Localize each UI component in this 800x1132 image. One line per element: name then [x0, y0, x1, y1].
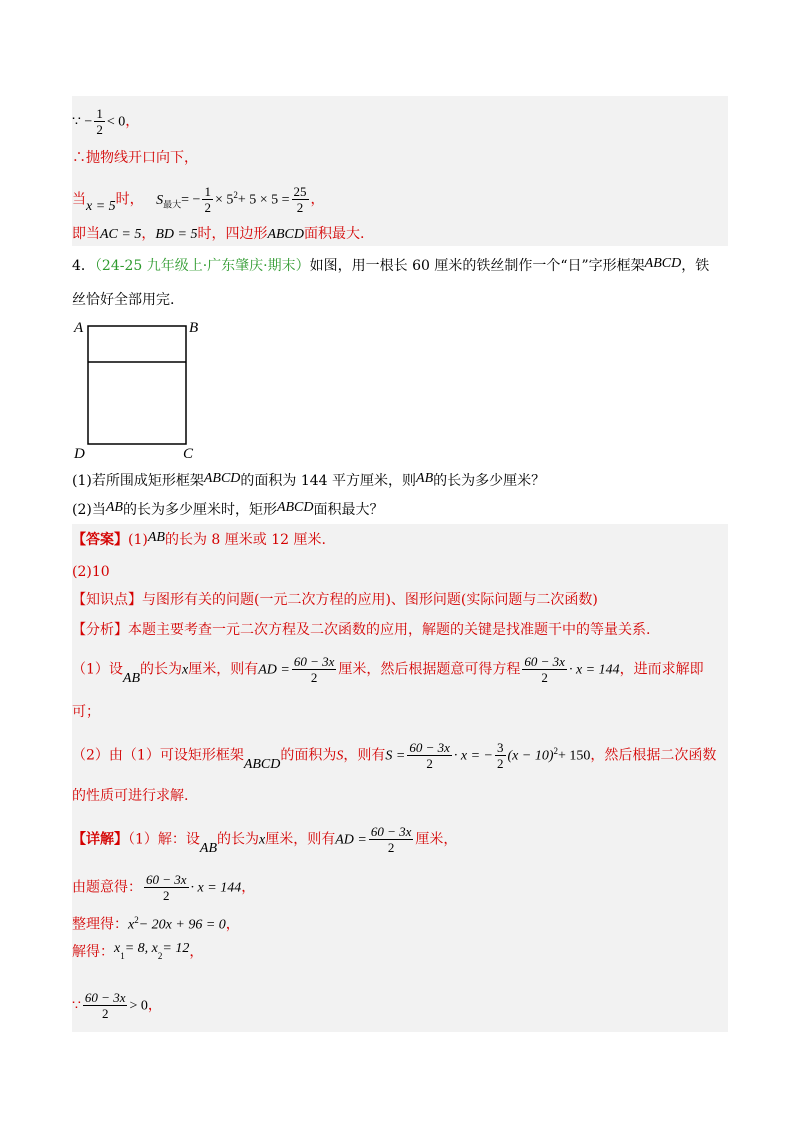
text: 整理得：: [72, 916, 128, 933]
math-S: S: [156, 192, 164, 208]
question-2: [72, 500, 384, 521]
problem-source: （24-25 九年级上·广东肇庆·期末）: [94, 258, 310, 274]
frac-den: 2: [96, 122, 103, 137]
detail-equation: [72, 872, 255, 903]
because-symbol: ∵: [72, 997, 81, 1014]
label-B: B: [189, 320, 199, 336]
label-A: A: [74, 320, 84, 336]
math-abcd: ABCD: [644, 256, 682, 271]
frac-den: 2: [387, 840, 395, 855]
text: (1): [128, 532, 148, 548]
text: ，: [225, 916, 240, 933]
math-eq: · x = 144: [568, 662, 620, 678]
frac-den: 2: [204, 200, 211, 215]
math-x: x: [259, 832, 266, 848]
math-S-eq: S =: [385, 748, 406, 764]
fraction-60-3x: [522, 654, 567, 685]
math-eq: · x = −: [453, 748, 493, 764]
frac-num: 60 − 3x: [293, 654, 335, 669]
sub-2: 2: [157, 950, 163, 961]
math-ad: AD =: [335, 832, 367, 848]
text: 面积最大.: [304, 226, 365, 242]
answer-2: (2)10: [72, 564, 110, 580]
sup-2: 2: [134, 915, 139, 925]
math-eq: > 0: [129, 998, 148, 1014]
problem-number: 4．: [72, 258, 95, 274]
math-x1: x: [114, 941, 121, 956]
sup-2: 2: [233, 189, 238, 200]
fraction-60-3x: [292, 654, 337, 685]
problem-line-1: [72, 256, 709, 277]
text: ，进而求解即: [619, 661, 704, 678]
problem-text: ，铁: [681, 258, 710, 274]
frac-den: 2: [497, 756, 504, 771]
frac-num: 60 − 3x: [370, 824, 412, 839]
fraction-60-3x: [144, 872, 189, 903]
because-symbol: ∵: [72, 113, 81, 130]
text: （1）解：设: [128, 831, 200, 848]
problem-text: 如图，用一根长 60 厘米的铁丝制作一个“日”字形框架: [309, 258, 645, 274]
math-eq: + 150: [558, 748, 591, 764]
text: 即当: [72, 226, 100, 242]
outer-rectangle: [88, 326, 186, 444]
math-x5: x = 5: [86, 198, 116, 214]
detail-label: 【详解】: [72, 831, 128, 848]
detail-solve: [72, 942, 203, 967]
fraction-3-2: [495, 740, 506, 771]
frac-den: 2: [541, 670, 548, 685]
text: 的长为 8 厘米或 12 厘米.: [164, 532, 326, 548]
text: 厘米，则有: [265, 831, 336, 848]
math-eq: (x − 10): [507, 748, 554, 764]
frac-den: 2: [426, 756, 433, 771]
inequality-rest: < 0: [106, 114, 126, 130]
frac-num: 1: [96, 106, 103, 121]
frac-den: 2: [296, 200, 304, 215]
frac-den: 2: [101, 1006, 109, 1021]
answer-label: 【答案】: [72, 532, 128, 548]
sub-1: 1: [120, 950, 125, 961]
text: (1)若所围成矩形框架: [72, 473, 204, 489]
math-abcd: ABCD: [243, 756, 281, 772]
text: ，然后根据二次函数: [590, 747, 717, 764]
fraction-60-3x: [83, 990, 128, 1021]
knowledge-point: 【知识点】与图形有关的问题(一元二次方程的应用)、图形问题(实际问题与二次函数): [72, 592, 598, 608]
math-eq: = 8, x: [124, 941, 158, 956]
line-conclusion: [72, 224, 364, 245]
math-ac: AC = 5: [100, 227, 142, 242]
math-abcd: ABCD: [267, 227, 305, 242]
text: ，则有: [343, 747, 386, 764]
math-ab: AB: [122, 670, 141, 686]
math-x: x: [128, 917, 135, 933]
text: 面积最大？: [313, 502, 384, 518]
analysis-step-2: [72, 740, 716, 771]
text: 时，四边形: [197, 226, 268, 242]
text: ，: [189, 944, 204, 960]
text: 的长为多少厘米？: [433, 473, 546, 489]
math-eq: · x = 144: [190, 880, 242, 896]
fraction-60-3x: [407, 740, 452, 771]
line-parabola-opens-down: ∴抛物线开口向下，: [72, 150, 198, 166]
frac-num: 1: [204, 184, 211, 199]
math-ab: AB: [147, 530, 165, 545]
math-ab: AB: [199, 840, 218, 856]
solution-continued-block: [72, 96, 728, 246]
frac-num: 3: [497, 740, 504, 755]
comma: ，: [125, 113, 140, 130]
text-when: 当: [72, 191, 86, 208]
answer-1: [72, 530, 326, 551]
math-abcd: ABCD: [203, 471, 241, 486]
fraction-25-2: [292, 184, 309, 215]
text: 厘米，然后根据题意可得方程: [338, 661, 521, 678]
analysis-step-2-cont: 的性质可进行求解.: [72, 788, 189, 804]
text: 解得：: [72, 944, 114, 960]
math-rest: × 5: [214, 192, 234, 208]
math-eq: − 20x + 96 = 0: [138, 917, 226, 933]
math-rest2: + 5 × 5 =: [237, 192, 290, 208]
text: 的面积为: [280, 747, 337, 764]
frac-den: 2: [310, 670, 318, 685]
math-eq: = 12: [162, 941, 190, 956]
text: 厘米，则有: [188, 661, 259, 678]
math-ab: AB: [416, 471, 434, 486]
detail-step-1: [72, 824, 457, 855]
detail-simplify: [72, 910, 240, 936]
problem-line-2: 丝恰好全部用完.: [72, 292, 175, 308]
math-ad: AD =: [258, 662, 290, 678]
text: ，: [141, 226, 156, 242]
math-eq1: = −: [181, 192, 201, 208]
comma: ，: [310, 191, 325, 208]
answer-block: [72, 524, 728, 1032]
fraction-half: [94, 106, 105, 137]
line-max-area: [72, 184, 325, 215]
text: （1）设: [72, 661, 123, 678]
frac-num: 60 − 3x: [409, 740, 450, 755]
rectangle-frame-figure: [72, 316, 212, 462]
label-D: D: [74, 446, 85, 462]
math-bd: BD = 5: [155, 227, 198, 242]
text: （2）由（1）可设矩形框架: [72, 747, 244, 764]
text: 厘米，: [415, 831, 458, 848]
math-ab: AB: [105, 500, 123, 515]
frac-num: 25: [293, 184, 307, 199]
sup-2: 2: [553, 745, 558, 756]
text: (2)当: [72, 502, 106, 518]
text-shi: 时，: [115, 191, 144, 208]
detail-positive: [72, 990, 162, 1021]
text: 的长为多少厘米时，矩形: [122, 502, 277, 518]
analysis-step-1: [72, 654, 704, 685]
text: 的长为: [140, 661, 183, 678]
text: ，: [241, 879, 256, 896]
label-C: C: [183, 446, 194, 462]
text: 的面积为 144 平方厘米，则: [240, 473, 417, 489]
analysis-step-1-cont: 可；: [72, 704, 100, 720]
frac-num: 60 − 3x: [84, 990, 126, 1005]
text: 的长为: [217, 831, 260, 848]
frac-num: 60 − 3x: [524, 654, 565, 669]
line-inequality: ∵ − $\frac{1}{2}$ < 0，: [72, 106, 140, 137]
frac-num: 60 − 3x: [146, 872, 187, 887]
math-x: x: [182, 662, 189, 678]
math-abcd: ABCD: [276, 500, 314, 515]
text: 由题意得：: [72, 879, 142, 896]
analysis: 【分析】本题主要考查一元二次方程及二次函数的应用，解题的关键是找准题干中的等量关系.: [72, 622, 651, 638]
question-1: [72, 471, 545, 492]
frac-den: 2: [163, 888, 170, 903]
text: ，: [147, 997, 162, 1014]
math-S: S: [336, 748, 344, 764]
fraction-1-2: [202, 184, 213, 215]
fraction-60-3x: [369, 824, 414, 855]
sub-max: 最大: [163, 199, 182, 210]
